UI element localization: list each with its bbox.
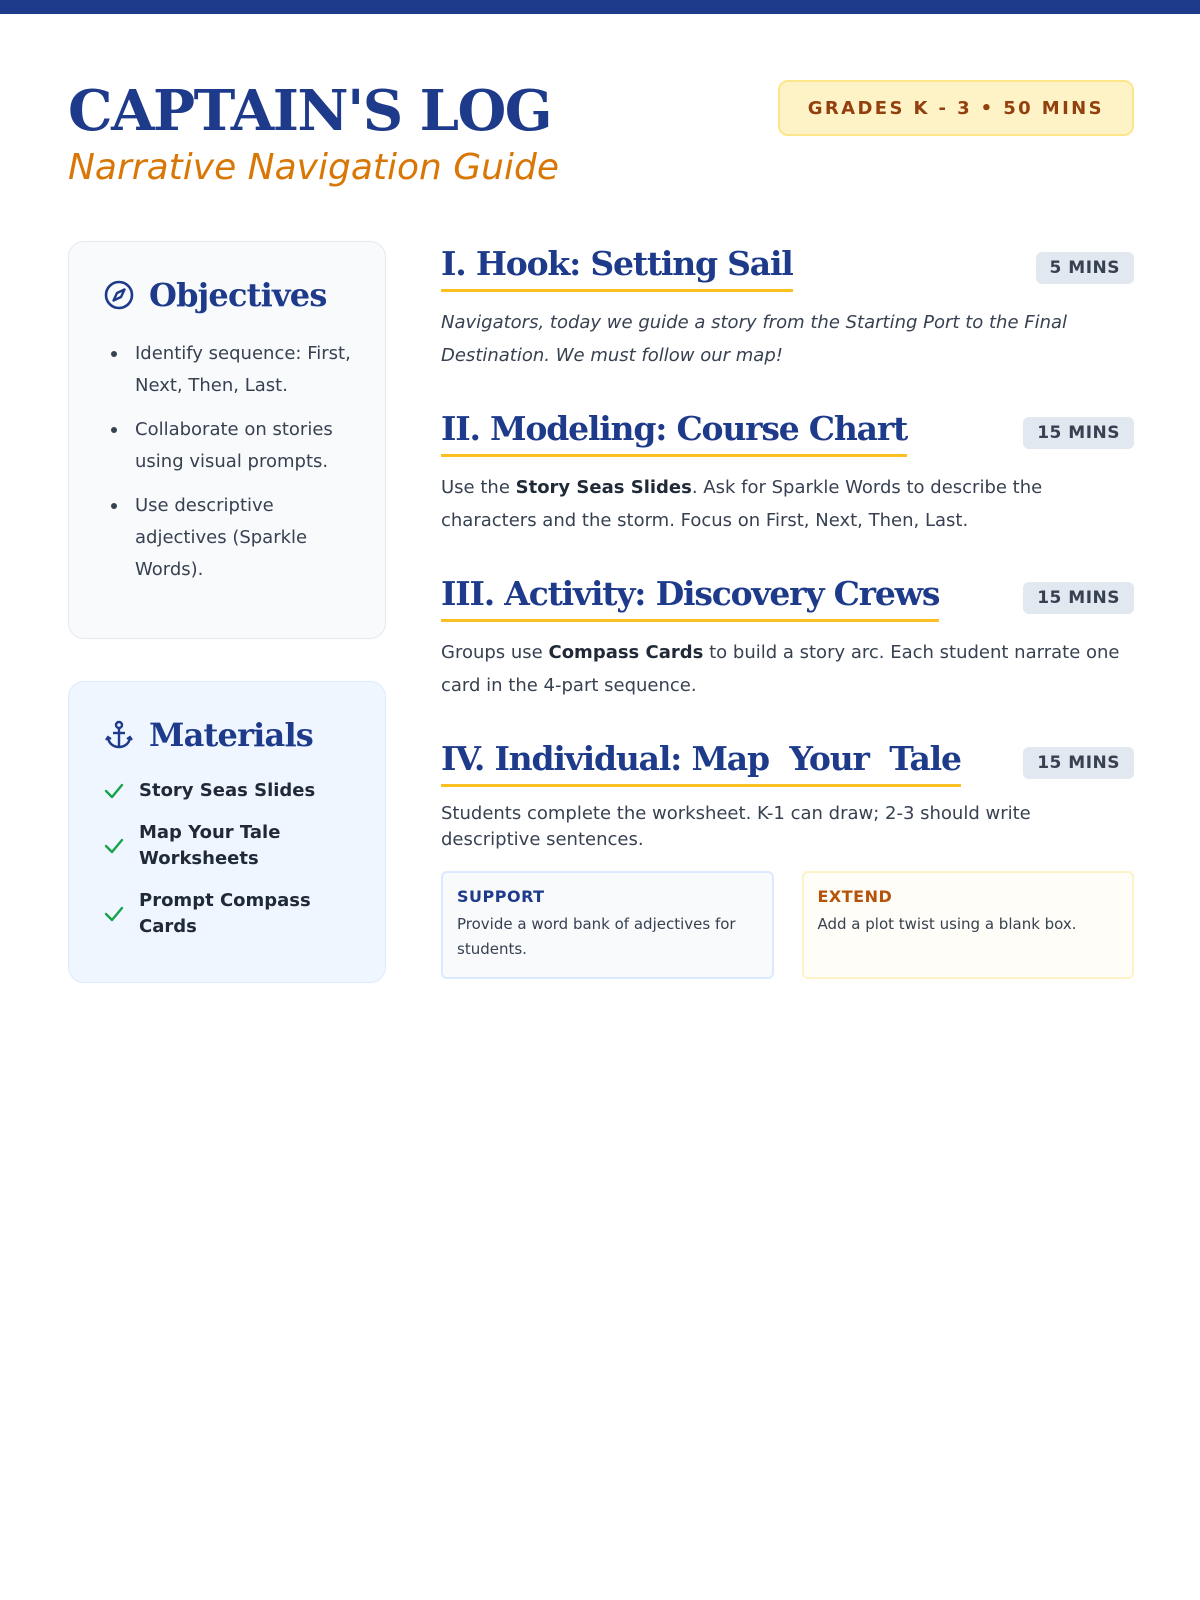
section-title: IV. Individual: Map Your Tale — [441, 738, 961, 787]
page-title: CAPTAIN'S LOG — [68, 78, 552, 144]
material-label: Map Your Tale Worksheets — [139, 822, 281, 869]
check-icon — [103, 835, 125, 857]
list-item — [103, 778, 351, 804]
section-modeling — [441, 408, 1134, 537]
section-body: Students complete the worksheet. K-1 can draw; 2-3 should write descriptive sentences. — [441, 803, 1031, 850]
materials-header — [103, 716, 351, 754]
section-individual — [441, 738, 1134, 979]
grade-duration-badge: GRADES K - 3 • 50 MINS — [778, 80, 1134, 136]
support-text: Provide a word bank of adjectives for students. — [457, 915, 736, 958]
section-title: III. Activity: Discovery Crews — [441, 573, 939, 622]
bullet-icon — [111, 427, 117, 433]
lesson-sections — [441, 243, 1134, 1015]
support-label: SUPPORT — [457, 887, 545, 906]
time-badge: 5 MINS — [1036, 252, 1134, 284]
section-title: II. Modeling: Course Chart — [441, 408, 907, 457]
list-item: Collaborate on stories using visual prompts. — [103, 414, 351, 478]
materials-list — [103, 778, 351, 940]
objectives-list — [103, 338, 351, 586]
time-badge: 15 MINS — [1023, 582, 1134, 614]
list-item — [103, 888, 351, 940]
page-subtitle: Narrative Navigation Guide — [68, 147, 559, 188]
section-body: Navigators, today we guide a story from the Starting Port to the Final Destination. We must follow our map! — [441, 312, 1068, 366]
section-activity — [441, 573, 1134, 702]
section-body: Groups use Compass Cards to build a story arc. Each student narrate one card in the 4-part sequence. — [441, 642, 1120, 696]
material-label: Story Seas Slides — [139, 780, 316, 801]
section-body: Use the Story Seas Slides. Ask for Sparkle Words to describe the characters and the storm. Focus on First, Next, Then, Last. — [441, 477, 1043, 531]
list-item — [103, 820, 351, 872]
section-title: I. Hook: Setting Sail — [441, 243, 793, 292]
objectives-card — [68, 241, 386, 639]
time-badge: 15 MINS — [1023, 417, 1134, 449]
extend-label: EXTEND — [817, 887, 893, 906]
support-box — [441, 871, 774, 979]
extend-text: Add a plot twist using a blank box. — [817, 915, 1077, 933]
time-badge: 15 MINS — [1023, 747, 1134, 779]
anchor-icon — [103, 719, 135, 751]
differentiation-boxes — [441, 871, 1134, 979]
top-accent-bar — [0, 0, 1200, 14]
bullet-icon — [111, 503, 117, 509]
materials-card — [68, 681, 386, 983]
objectives-header — [103, 276, 351, 314]
check-icon — [103, 903, 125, 925]
list-item: Use descriptive adjectives (Sparkle Words). — [103, 490, 351, 586]
material-label: Prompt Compass Cards — [139, 890, 311, 937]
objectives-title: Objectives — [149, 276, 327, 314]
extend-box — [802, 871, 1135, 979]
sidebar — [68, 241, 386, 983]
check-icon — [103, 780, 125, 802]
compass-icon — [103, 279, 135, 311]
list-item: Identify sequence: First, Next, Then, Last. — [103, 338, 351, 402]
bullet-icon — [111, 351, 117, 357]
section-hook — [441, 243, 1134, 372]
materials-title: Materials — [149, 716, 314, 754]
page-header — [68, 80, 1134, 200]
